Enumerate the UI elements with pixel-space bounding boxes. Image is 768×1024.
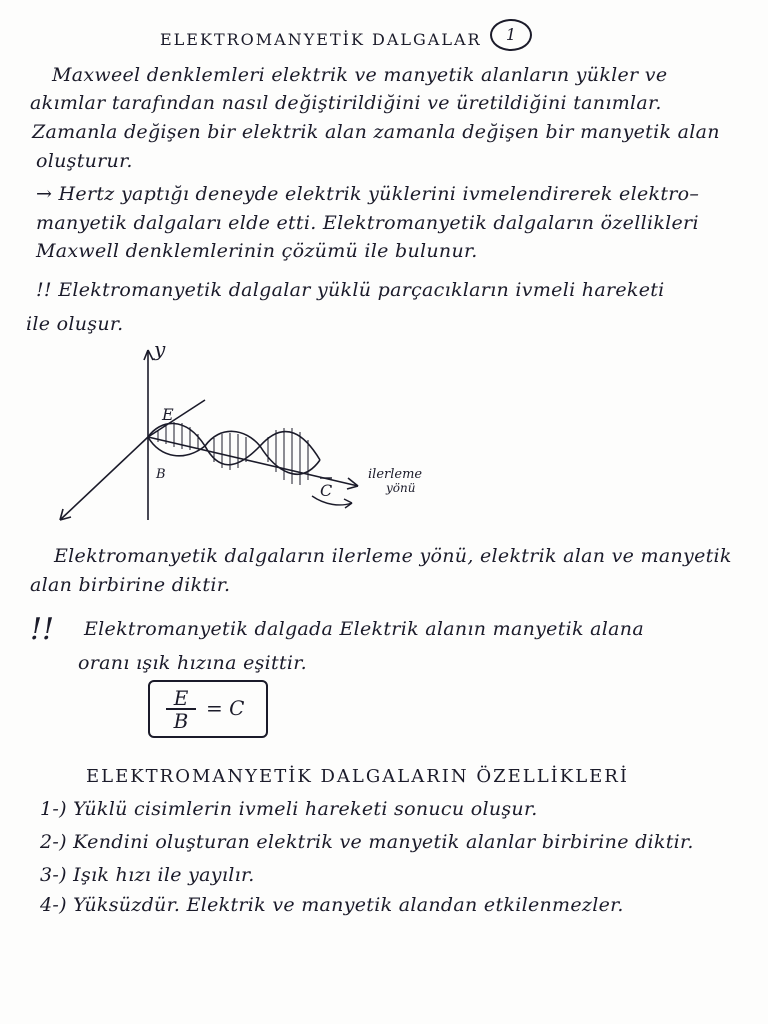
page-title: ELEKTROMANYETİK DALGALAR	[160, 30, 482, 49]
property-item-1: 1-) Yüklü cisimlerin ivmeli hareketi sonucu oluşur.	[40, 798, 538, 820]
e-field-label: E	[162, 405, 174, 424]
direction-label-1: ilerleme	[368, 467, 423, 482]
formula-rhs: = C	[206, 696, 245, 720]
intro-line-2: akımlar tarafından nasıl değiştirildiğini ve üretildiğini tanımlar.	[30, 92, 662, 114]
property-item-4: 4-) Yüksüzdür. Elektrik ve manyetik alandan etkilenmezler.	[40, 894, 624, 916]
fraction-numerator: E	[166, 688, 196, 710]
hertz-line-1: → Hertz yaptığı deneyde elektrik yüklerini ivmelendirerek elektro–	[36, 183, 700, 205]
property-item-2: 2-) Kendini oluşturan elektrik ve manyetik alanlar birbirine diktir.	[40, 831, 694, 853]
intro-line-1: Maxweel denklemleri elektrik ve manyetik alanların yükler ve	[52, 64, 668, 86]
important-mark: !!	[30, 612, 55, 647]
e-field-axis	[148, 400, 205, 437]
b-field-label: B	[156, 467, 166, 482]
note-line-2: ile oluşur.	[26, 313, 124, 335]
ratio-line-2: oranı ışık hızına eşittir.	[78, 652, 307, 674]
c-vector-label: C	[320, 481, 333, 500]
c-arrowhead-top	[344, 499, 352, 503]
direction-label-2: yönü	[386, 481, 416, 495]
page-number: 1	[490, 19, 532, 51]
hertz-line-3: Maxwell denklemlerinin çözümü ile bulunur.	[36, 240, 478, 262]
y-axis-label: y	[154, 337, 166, 361]
perpendicular-line-1: Elektromanyetik dalgaların ilerleme yönü, elektrik alan ve manyetik	[54, 545, 732, 567]
b-wave-first-lobe	[148, 437, 205, 456]
intro-line-3: Zamanla değişen bir elektrik alan zamanla değişen bir manyetik alan	[32, 121, 720, 143]
x-axis-arrowhead-bottom	[347, 486, 358, 489]
z-axis	[60, 437, 148, 520]
diagram-axes	[60, 350, 358, 520]
property-item-3: 3-) Işık hızı ile yayılır.	[40, 864, 255, 886]
note-line-1: !! Elektromanyetik dalgalar yüklü parçacıkların ivmeli hareketi	[36, 279, 665, 301]
ratio-line-1: Elektromanyetik dalgada Elektrik alanın manyetik alana	[84, 618, 644, 640]
hertz-line-2: manyetik dalgaları elde etti. Elektromanyetik dalgaların özellikleri	[36, 212, 699, 234]
ratio-fraction	[166, 688, 196, 732]
perpendicular-line-2: alan birbirine diktir.	[30, 574, 231, 596]
ratio-formula-box	[148, 680, 268, 738]
intro-line-4: oluşturur.	[36, 150, 133, 172]
properties-title: ELEKTROMANYETİK DALGALARIN ÖZELLİKLERİ	[86, 766, 629, 787]
fraction-denominator: B	[173, 709, 189, 733]
